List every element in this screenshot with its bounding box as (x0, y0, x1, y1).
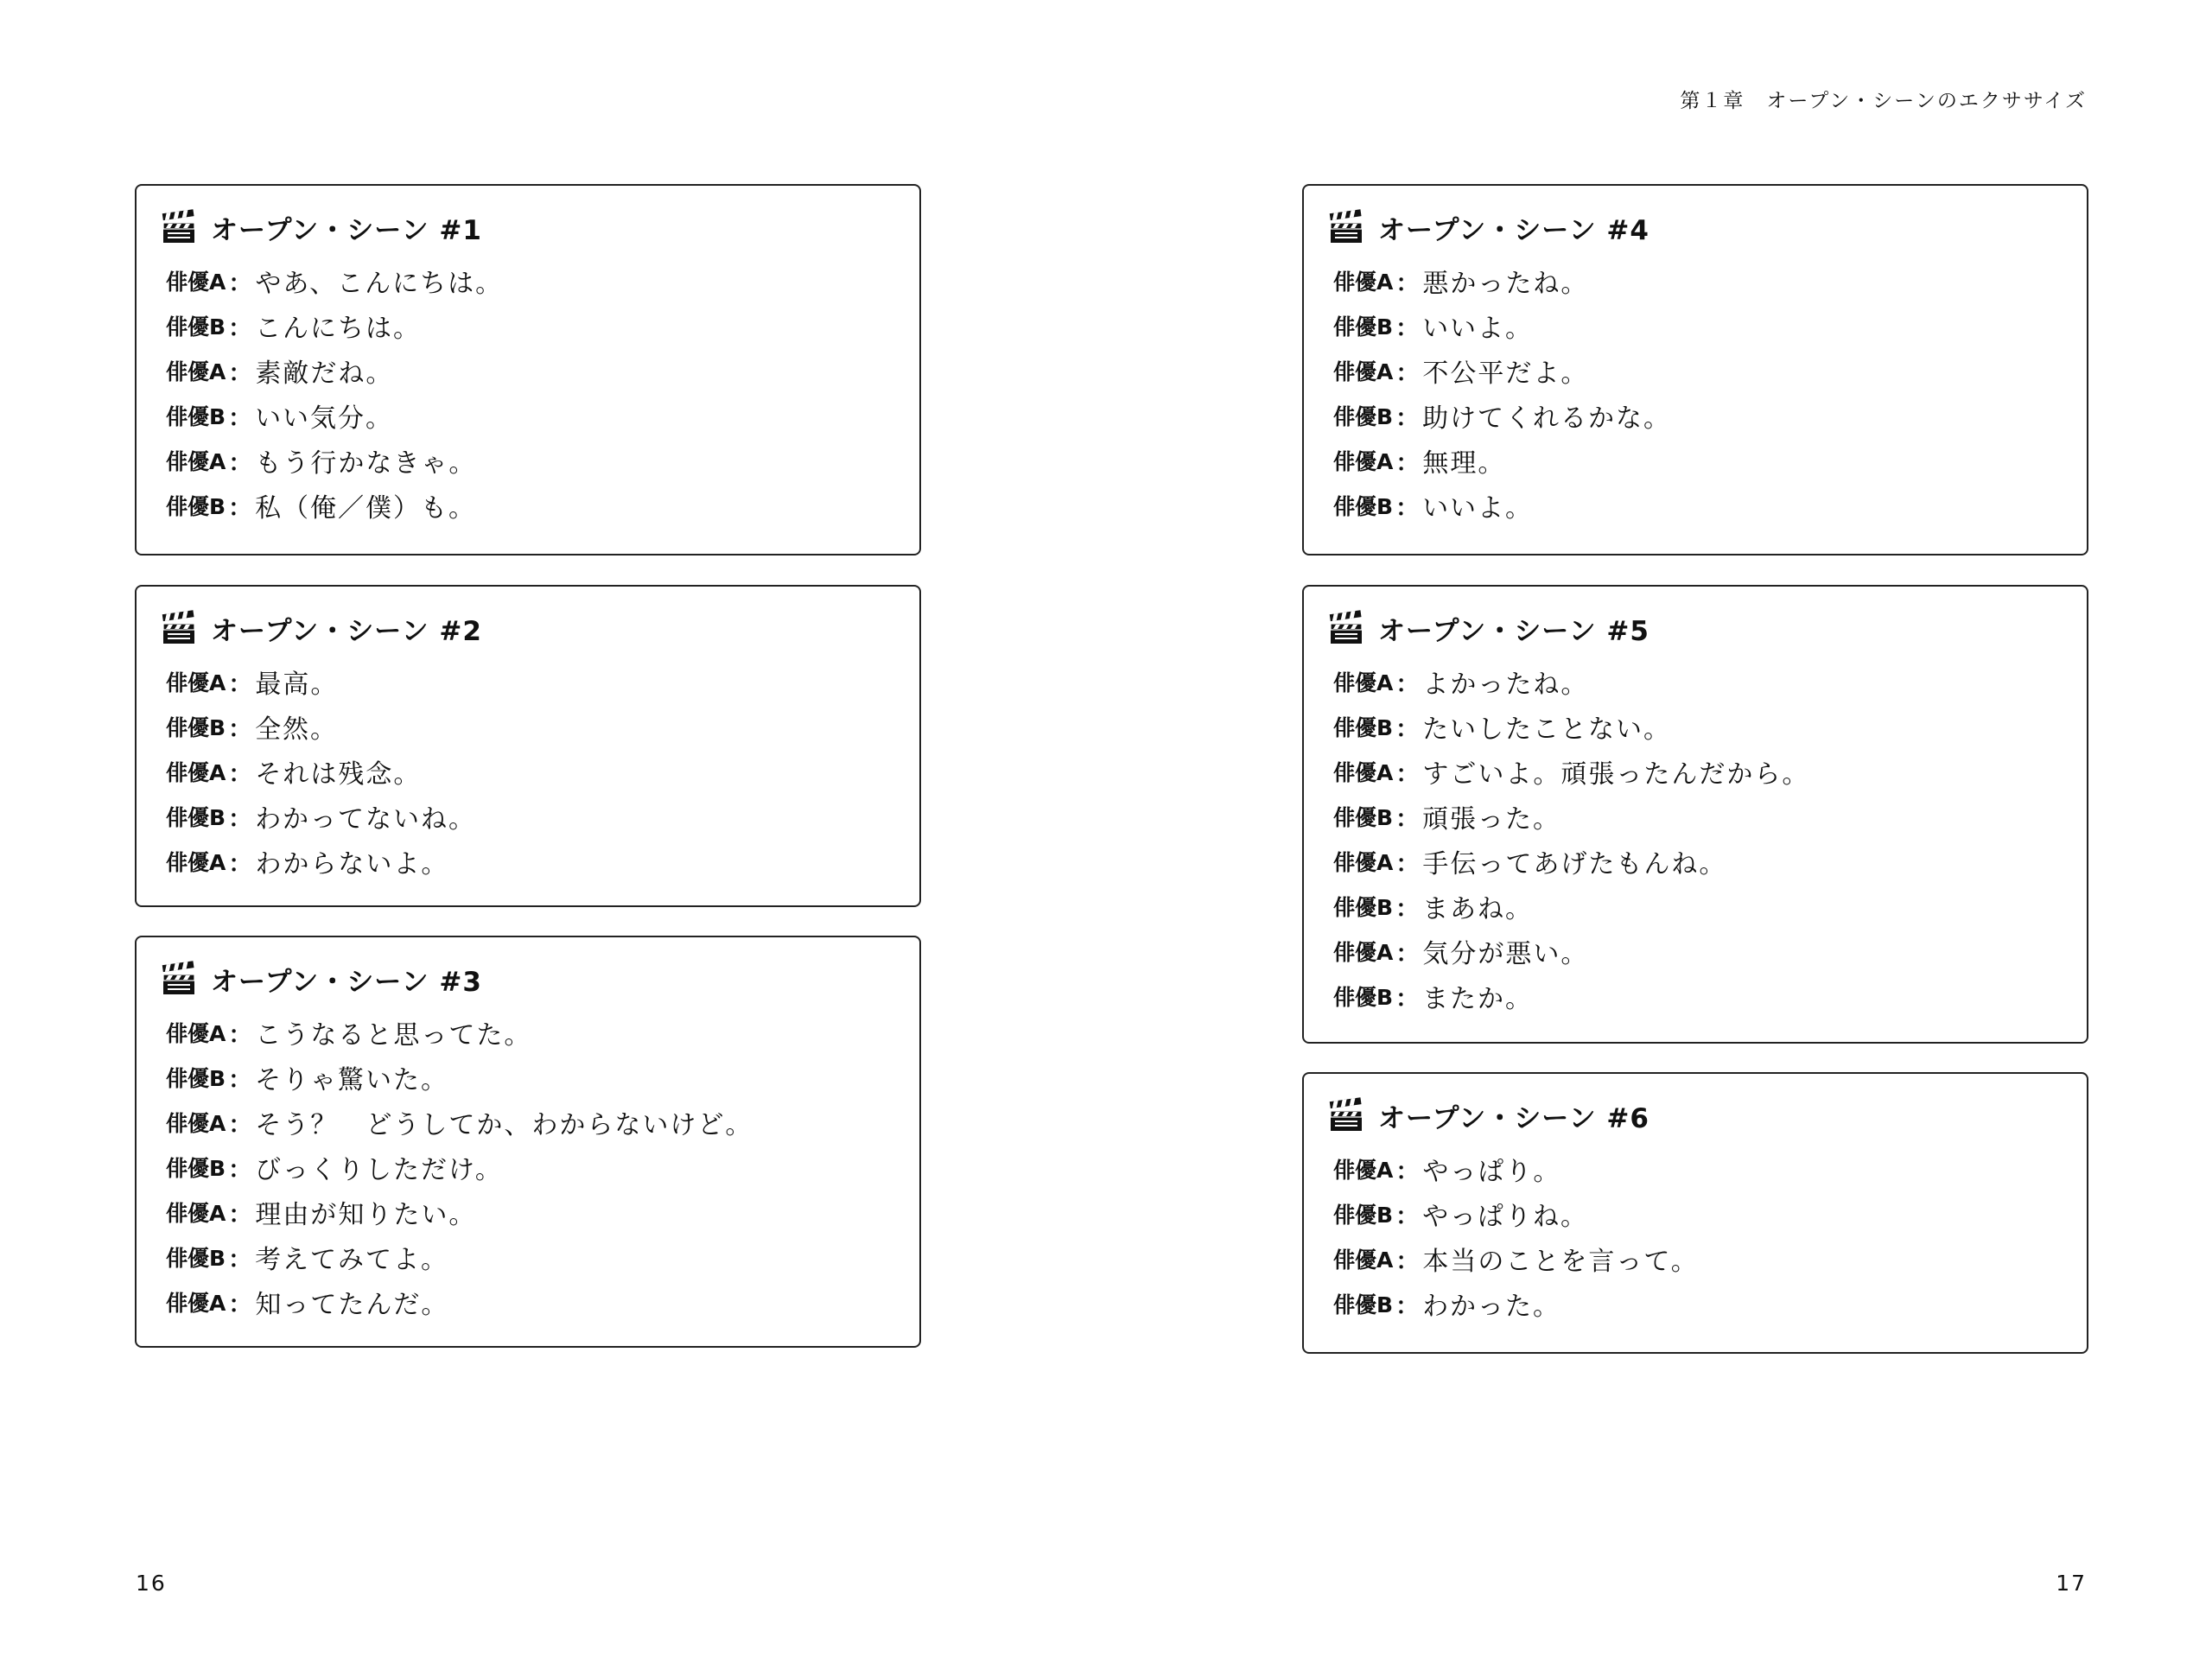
speaker-colon: ： (1395, 449, 1420, 477)
speaker-colon: ： (228, 1246, 252, 1273)
speaker-label: 俳優B (166, 1156, 226, 1181)
speaker-colon: ： (1395, 760, 1420, 788)
dialogue-text: 理由が知りたい。 (255, 1200, 477, 1230)
speaker-colon: ： (1395, 270, 1420, 297)
speaker-colon: ： (228, 359, 252, 387)
scene-title: オープン・シーン #1 (211, 214, 482, 246)
dialogue-text: 気分が悪い。 (1422, 939, 1589, 969)
dialogue-text: いいよ。 (1422, 314, 1534, 344)
dialogue-line (166, 443, 476, 478)
scene-header (161, 960, 482, 998)
dialogue-text: 最高。 (255, 670, 339, 700)
speaker-label: 俳優A (166, 1111, 226, 1136)
dialogue-line (166, 263, 503, 298)
speaker-colon: ： (228, 805, 252, 833)
speaker-label: 俳優A (1333, 850, 1394, 875)
dialogue-line (166, 664, 338, 699)
speaker-colon: ： (1395, 494, 1420, 522)
speaker-label: 俳優B (166, 404, 226, 429)
dialogue-text: もう行かなきゃ。 (255, 448, 477, 479)
speaker-label: 俳優B (1333, 895, 1394, 920)
dialogue-line (166, 1285, 448, 1319)
dialogue-line (166, 353, 393, 388)
running-header: 第１章 オープン・シーンのエクササイズ (1680, 90, 2087, 112)
dialogue-text: いい気分。 (255, 403, 394, 434)
speaker-colon: ： (228, 1201, 252, 1228)
scene-box-2 (135, 585, 921, 907)
speaker-label: 俳優B (166, 715, 226, 740)
speaker-label: 俳優B (166, 1246, 226, 1271)
dialogue-line (1333, 443, 1505, 478)
dialogue-line (1333, 1152, 1560, 1186)
speaker-colon: ： (228, 314, 252, 342)
dialogue-text: 無理。 (1422, 448, 1506, 479)
dialogue-text: またか。 (1422, 984, 1534, 1014)
speaker-colon: ： (1395, 850, 1420, 878)
dialogue-line (1333, 664, 1588, 699)
dialogue-text: 素敵だね。 (255, 359, 394, 389)
dialogue-line (1333, 709, 1671, 744)
speaker-colon: ： (1395, 670, 1420, 698)
clapperboard-icon (1328, 1097, 1364, 1133)
speaker-colon: ： (228, 494, 252, 522)
dialogue-line (1333, 1241, 1699, 1276)
speaker-label: 俳優B (1333, 985, 1394, 1010)
speaker-colon: ： (228, 715, 252, 743)
speaker-label: 俳優A (166, 1291, 226, 1316)
speaker-colon: ： (228, 670, 252, 698)
dialogue-line (1333, 889, 1533, 924)
dialogue-line (1333, 934, 1588, 968)
speaker-label: 俳優B (1333, 314, 1394, 340)
scene-box-5 (1302, 585, 2088, 1044)
speaker-label: 俳優B (1333, 1292, 1394, 1317)
dialogue-text: まあね。 (1422, 894, 1534, 924)
speaker-colon: ： (1395, 805, 1420, 833)
dialogue-line (166, 1195, 476, 1229)
dialogue-text: びっくりしただけ。 (255, 1155, 503, 1185)
speaker-label: 俳優A (1333, 670, 1394, 695)
dialogue-text: 不公平だよ。 (1422, 359, 1589, 389)
dialogue-text: そりゃ驚いた。 (255, 1065, 449, 1095)
dialogue-text: やっぱり。 (1422, 1157, 1561, 1187)
dialogue-line (166, 799, 476, 834)
speaker-colon: ： (1395, 1247, 1420, 1275)
scene-box-1 (135, 184, 921, 555)
dialogue-line (166, 488, 476, 523)
speaker-label: 俳優A (1333, 1158, 1394, 1183)
scene-box-3 (135, 936, 921, 1348)
speaker-label: 俳優A (166, 1201, 226, 1226)
dialogue-line (166, 1105, 753, 1140)
dialogue-text: 頑張った。 (1422, 804, 1561, 835)
speaker-label: 俳優B (166, 1066, 226, 1091)
speaker-colon: ： (228, 449, 252, 477)
speaker-colon: ： (228, 1291, 252, 1318)
speaker-colon: ： (228, 1066, 252, 1094)
dialogue-text: すごいよ。頑張ったんだから。 (1422, 759, 1810, 790)
speaker-colon: ： (1395, 985, 1420, 1013)
clapperboard-icon (1328, 610, 1364, 646)
dialogue-text: 考えてみてよ。 (255, 1245, 449, 1275)
scene-title: オープン・シーン #2 (211, 615, 482, 647)
dialogue-text: 手伝ってあげたもんね。 (1422, 849, 1727, 879)
scene-box-4 (1302, 184, 2088, 555)
speaker-label: 俳優B (1333, 805, 1394, 830)
dialogue-text: わかった。 (1422, 1292, 1561, 1322)
dialogue-line (1333, 754, 1809, 789)
dialogue-text: 全然。 (255, 714, 339, 745)
speaker-label: 俳優B (1333, 494, 1394, 519)
dialogue-line (166, 1015, 531, 1050)
dialogue-text: こんにちは。 (255, 314, 422, 344)
speaker-label: 俳優B (166, 494, 226, 519)
page-number-left: 16 (136, 1571, 167, 1596)
speaker-colon: ： (1395, 715, 1420, 743)
dialogue-text: それは残念。 (255, 759, 422, 790)
dialogue-line (1333, 979, 1533, 1013)
dialogue-text: 悪かったね。 (1422, 269, 1589, 299)
speaker-label: 俳優A (166, 449, 226, 474)
scene-header (1328, 208, 1649, 246)
speaker-label: 俳優A (1333, 940, 1394, 965)
dialogue-line (166, 844, 448, 879)
dialogue-text: そう？ どうしてか、わからないけど。 (255, 1110, 753, 1140)
dialogue-text: 助けてくれるかな。 (1422, 403, 1672, 434)
dialogue-text: 本当のことを言って。 (1422, 1247, 1699, 1277)
speaker-label: 俳優A (166, 850, 226, 875)
speaker-label: 俳優A (166, 270, 226, 295)
scene-title: オープン・シーン #6 (1378, 1102, 1649, 1134)
speaker-label: 俳優A (166, 359, 226, 384)
dialogue-line (166, 1150, 503, 1184)
scene-title: オープン・シーン #5 (1378, 615, 1649, 647)
speaker-colon: ： (228, 1156, 252, 1184)
scene-header (1328, 609, 1649, 647)
dialogue-text: たいしたことない。 (1422, 714, 1672, 745)
dialogue-text: やあ、こんにちは。 (255, 269, 504, 299)
speaker-label: 俳優B (166, 805, 226, 830)
scene-header (161, 609, 482, 647)
speaker-label: 俳優B (1333, 715, 1394, 740)
dialogue-line (166, 754, 421, 789)
dialogue-line (1333, 308, 1533, 343)
speaker-colon: ： (228, 850, 252, 878)
clapperboard-icon (161, 209, 197, 245)
speaker-label: 俳優A (166, 1021, 226, 1046)
speaker-colon: ： (1395, 1203, 1420, 1230)
dialogue-line (1333, 844, 1726, 879)
dialogue-line (166, 1060, 448, 1095)
speaker-colon: ： (228, 1021, 252, 1049)
speaker-label: 俳優A (1333, 1247, 1394, 1273)
speaker-colon: ： (1395, 314, 1420, 342)
dialogue-text: いいよ。 (1422, 493, 1534, 524)
speaker-colon: ： (228, 760, 252, 788)
speaker-colon: ： (228, 1111, 252, 1139)
dialogue-line (166, 308, 421, 343)
dialogue-text: よかったね。 (1422, 670, 1589, 700)
speaker-label: 俳優A (1333, 270, 1394, 295)
scene-title: オープン・シーン #3 (211, 966, 482, 998)
speaker-label: 俳優A (166, 670, 226, 695)
dialogue-line (166, 398, 393, 433)
speaker-label: 俳優B (1333, 1203, 1394, 1228)
speaker-label: 俳優A (1333, 359, 1394, 384)
dialogue-text: わかってないね。 (255, 804, 477, 835)
speaker-label: 俳優A (1333, 449, 1394, 474)
clapperboard-icon (161, 610, 197, 646)
dialogue-text: やっぱりね。 (1422, 1202, 1589, 1232)
dialogue-line (1333, 353, 1588, 388)
dialogue-text: わからないよ。 (255, 849, 449, 879)
speaker-colon: ： (1395, 940, 1420, 968)
dialogue-line (1333, 488, 1533, 523)
dialogue-line (166, 1240, 448, 1274)
dialogue-text: 知ってたんだ。 (255, 1290, 449, 1320)
speaker-colon: ： (1395, 1292, 1420, 1320)
scene-header (161, 208, 482, 246)
dialogue-line (1333, 263, 1588, 298)
dialogue-text: こうなると思ってた。 (255, 1020, 532, 1051)
scene-header (1328, 1096, 1649, 1134)
dialogue-text: 私（俺／僕）も。 (255, 493, 477, 524)
dialogue-line (1333, 1197, 1588, 1231)
scene-title: オープン・シーン #4 (1378, 214, 1649, 246)
dialogue-line (166, 709, 338, 744)
speaker-colon: ： (1395, 1158, 1420, 1185)
speaker-colon: ： (1395, 359, 1420, 387)
dialogue-line (1333, 1286, 1560, 1321)
dialogue-line (1333, 799, 1560, 834)
speaker-colon: ： (1395, 895, 1420, 923)
clapperboard-icon (161, 961, 197, 997)
clapperboard-icon (1328, 209, 1364, 245)
speaker-label: 俳優B (1333, 404, 1394, 429)
speaker-label: 俳優A (1333, 760, 1394, 785)
scene-box-6 (1302, 1072, 2088, 1354)
dialogue-line (1333, 398, 1671, 433)
speaker-colon: ： (228, 404, 252, 432)
speaker-label: 俳優B (166, 314, 226, 340)
page-number-right: 17 (2056, 1571, 2087, 1596)
speaker-label: 俳優A (166, 760, 226, 785)
speaker-colon: ： (228, 270, 252, 297)
speaker-colon: ： (1395, 404, 1420, 432)
